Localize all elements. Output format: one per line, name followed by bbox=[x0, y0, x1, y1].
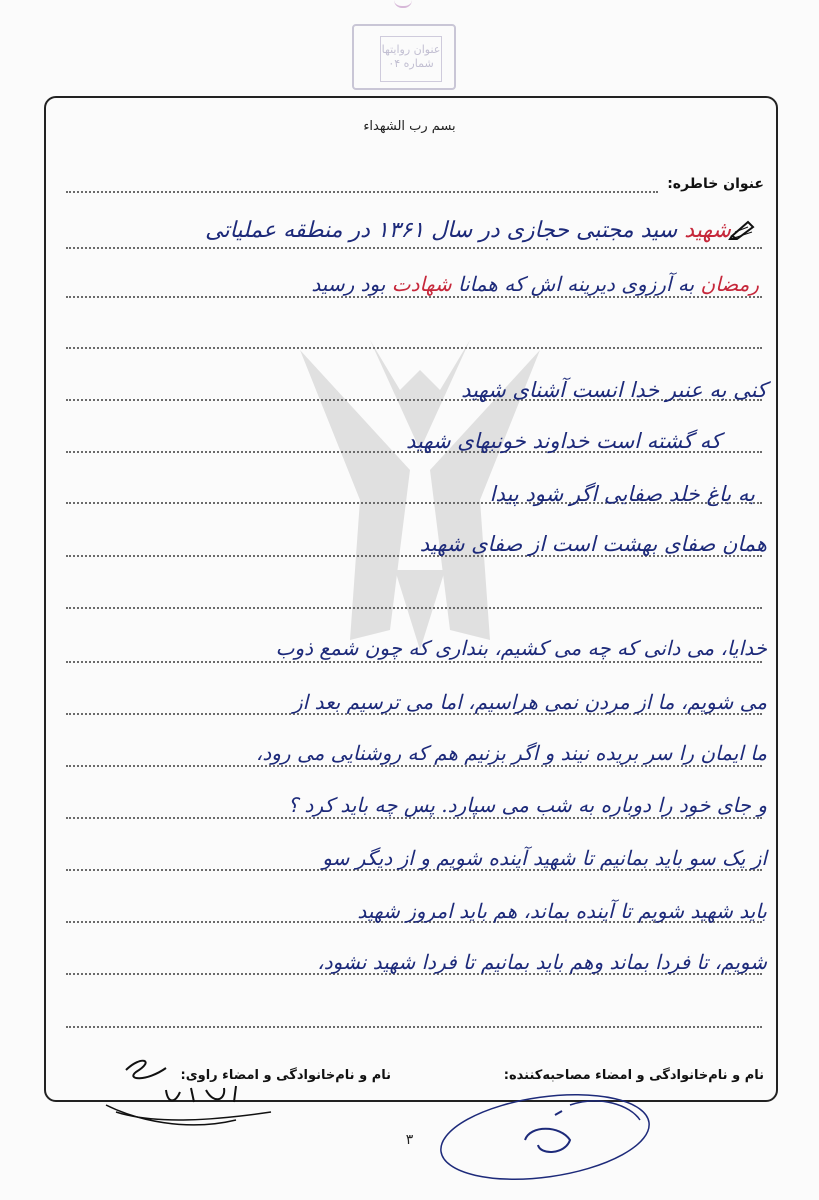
poem-line: همان صفای بهشت است از صفای شهید bbox=[419, 532, 767, 556]
poem-line: به باغ خلد صفایی اگر شود پیدا bbox=[489, 482, 755, 506]
rule-line bbox=[66, 1026, 762, 1028]
rule-line bbox=[66, 347, 762, 349]
stamp-line-1: عنوان روایتها bbox=[381, 43, 441, 56]
memory-line-1-red: شهید bbox=[684, 218, 731, 243]
rule-line bbox=[66, 817, 762, 819]
prose-line: از یک سو باید بمانیم تا شهید آینده شویم و از دیگر سو bbox=[322, 846, 767, 870]
rule-line bbox=[66, 607, 762, 609]
memory-line-2-blue-1: به آرزوی دیرینه اش که همانا bbox=[457, 272, 695, 296]
pencil-icon bbox=[728, 218, 756, 240]
memory-line-2 bbox=[311, 272, 759, 296]
archive-stamp bbox=[352, 24, 456, 90]
narrator-signature-label: نام و نام‌خانوادگی و امضاء راوی: bbox=[180, 1068, 391, 1083]
rule-line bbox=[66, 247, 762, 249]
prose-line: شویم، تا فردا بماند وهم باید بمانیم تا فردا شهید نشود، bbox=[317, 950, 767, 974]
narrator-signature-icon bbox=[96, 1050, 296, 1135]
archive-stamp-inner bbox=[380, 36, 442, 82]
prose-line: ما ایمان را سر بریده نیند و اگر بزنیم هم که روشنایی می رود، bbox=[255, 741, 767, 765]
memory-line-1-blue: سید مجتبی حجازی در سال ۱۳۶۱ در منطقه عملیاتی bbox=[205, 218, 678, 243]
rule-line bbox=[66, 296, 762, 298]
page-number: ۳ bbox=[405, 1132, 414, 1148]
rule-line bbox=[66, 765, 762, 767]
prose-line: می شویم، ما از مردن نمی هراسیم، اما می ترسیم بعد از bbox=[293, 690, 767, 714]
prose-line: خدایا، می دانی که چه می کشیم، بنداری که چون شمع ذوب bbox=[275, 636, 767, 660]
memory-line-1 bbox=[205, 218, 731, 243]
basmala-heading: بسم رب الشهداء bbox=[363, 119, 456, 134]
memory-line-2-blue-2: بود رسید bbox=[311, 272, 386, 296]
poem-line: کنی به عنبر خدا انست آشنای شهید bbox=[461, 378, 767, 402]
top-ink-mark bbox=[394, 0, 412, 8]
rule-line bbox=[66, 661, 762, 663]
prose-line: باید شهید شویم تا آینده بماند، هم باید امروز شهید bbox=[357, 899, 767, 923]
interviewer-signature-label: نام و نام‌خانوادگی و امضاء مصاحبه‌کننده: bbox=[503, 1068, 764, 1083]
stamp-line-2: ۰۴ شماره bbox=[388, 57, 434, 70]
memory-title-label: عنوان خاطره: bbox=[667, 176, 764, 192]
memory-line-2-red-2: شهادت bbox=[391, 272, 452, 296]
prose-line: و جای خود را دوباره به شب می سپارد. پس چه باید کرد ؟ bbox=[287, 793, 767, 817]
poem-line: که گشته است خداوند خونبهای شهید bbox=[405, 429, 721, 453]
title-dotted-line bbox=[66, 191, 658, 193]
memory-line-2-red-1: رمضان bbox=[700, 272, 759, 296]
